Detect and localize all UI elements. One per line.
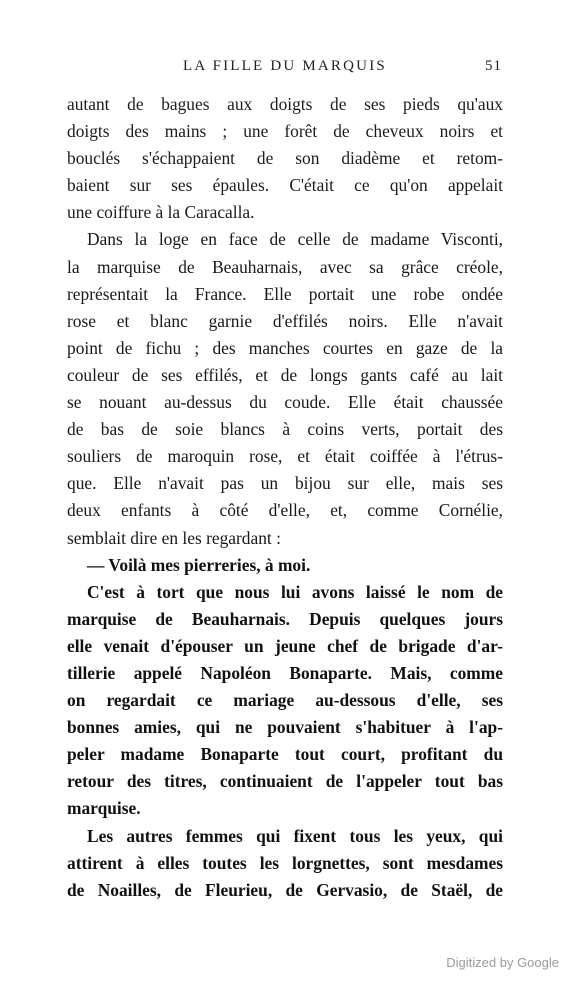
body-text xyxy=(67,91,503,904)
paragraph-continuation xyxy=(67,91,503,226)
text-line: retour des titres, continuaient de l'appeler tout bas xyxy=(67,771,503,792)
digitizer-watermark: Digitized by Google xyxy=(446,955,559,970)
text-line: doigts des mains ; une forêt de cheveux noirs et xyxy=(67,121,503,142)
text-line: autant de bagues aux doigts de ses pieds qu'aux xyxy=(67,94,503,114)
text-line: baient sur ses épaules. C'était ce qu'on appelait xyxy=(67,175,503,196)
text-line: marquise. xyxy=(67,798,141,819)
text-line: C'est à tort que nous lui avons laissé le nom de xyxy=(87,581,503,602)
paragraph-other-women xyxy=(67,823,503,904)
text-line: couleur de ses effilés, et de longs gants café au lait xyxy=(67,364,503,385)
paragraph-beauharnais-loge xyxy=(67,226,503,551)
text-line: Les autres femmes qui fixent tous les yeux, qui xyxy=(87,825,503,846)
text-line: de bas de soie blancs à coins verts, portait des xyxy=(67,419,503,440)
text-line: la marquise de Beauharnais, avec sa grâce créole, xyxy=(67,256,503,277)
text-line: représentait la France. Elle portait une robe ondée xyxy=(67,283,503,304)
page-number: 51 xyxy=(485,58,502,74)
text-line: bouclés s'échappaient de son diadème et retom- xyxy=(67,148,503,169)
running-head xyxy=(68,58,502,80)
text-line: — Voilà mes pierreries, à moi. xyxy=(87,554,311,575)
text-line: peler madame Bonaparte tout court, profitant du xyxy=(67,744,503,765)
text-line: semblait dire en les regardant : xyxy=(67,527,281,548)
text-line: une coiffure à la Caracalla. xyxy=(67,202,255,223)
text-line: deux enfants à côté d'elle, et, comme Cornélie, xyxy=(67,500,503,521)
text-line: on regardait ce mariage au-dessous d'elle, ses xyxy=(67,690,503,711)
text-line: que. Elle n'avait pas un bijou sur elle, mais ses xyxy=(67,473,503,494)
text-line: de Noailles, de Fleurieu, de Gervasio, de Staël, de xyxy=(67,879,503,900)
text-line: bonnes amies, qui ne pouvaient s'habituer à l'ap- xyxy=(67,717,503,738)
text-line: rose et blanc garnie d'effilés noirs. Elle n'avait xyxy=(67,310,503,331)
text-line: attirent à elles toutes les lorgnettes, sont mesdames xyxy=(67,852,503,873)
text-line: marquise de Beauharnais. Depuis quelques jours xyxy=(67,608,503,629)
text-line: point de fichu ; des manches courtes en gaze de la xyxy=(67,337,503,358)
text-line: Dans la loge en face de celle de madame Visconti, xyxy=(87,229,503,250)
text-line: se nouant au-dessus du coude. Elle était chaussée xyxy=(67,392,503,413)
paragraph-bonaparte xyxy=(67,579,503,823)
running-title: LA FILLE DU MARQUIS xyxy=(183,58,387,74)
paragraph-dialogue xyxy=(67,552,503,579)
text-line: elle venait d'épouser un jeune chef de brigade d'ar- xyxy=(67,635,503,656)
text-line: tillerie appelé Napoléon Bonaparte. Mais, comme xyxy=(67,662,503,683)
text-line: souliers de maroquin rose, et était coiffée à l'étrus- xyxy=(67,446,503,467)
